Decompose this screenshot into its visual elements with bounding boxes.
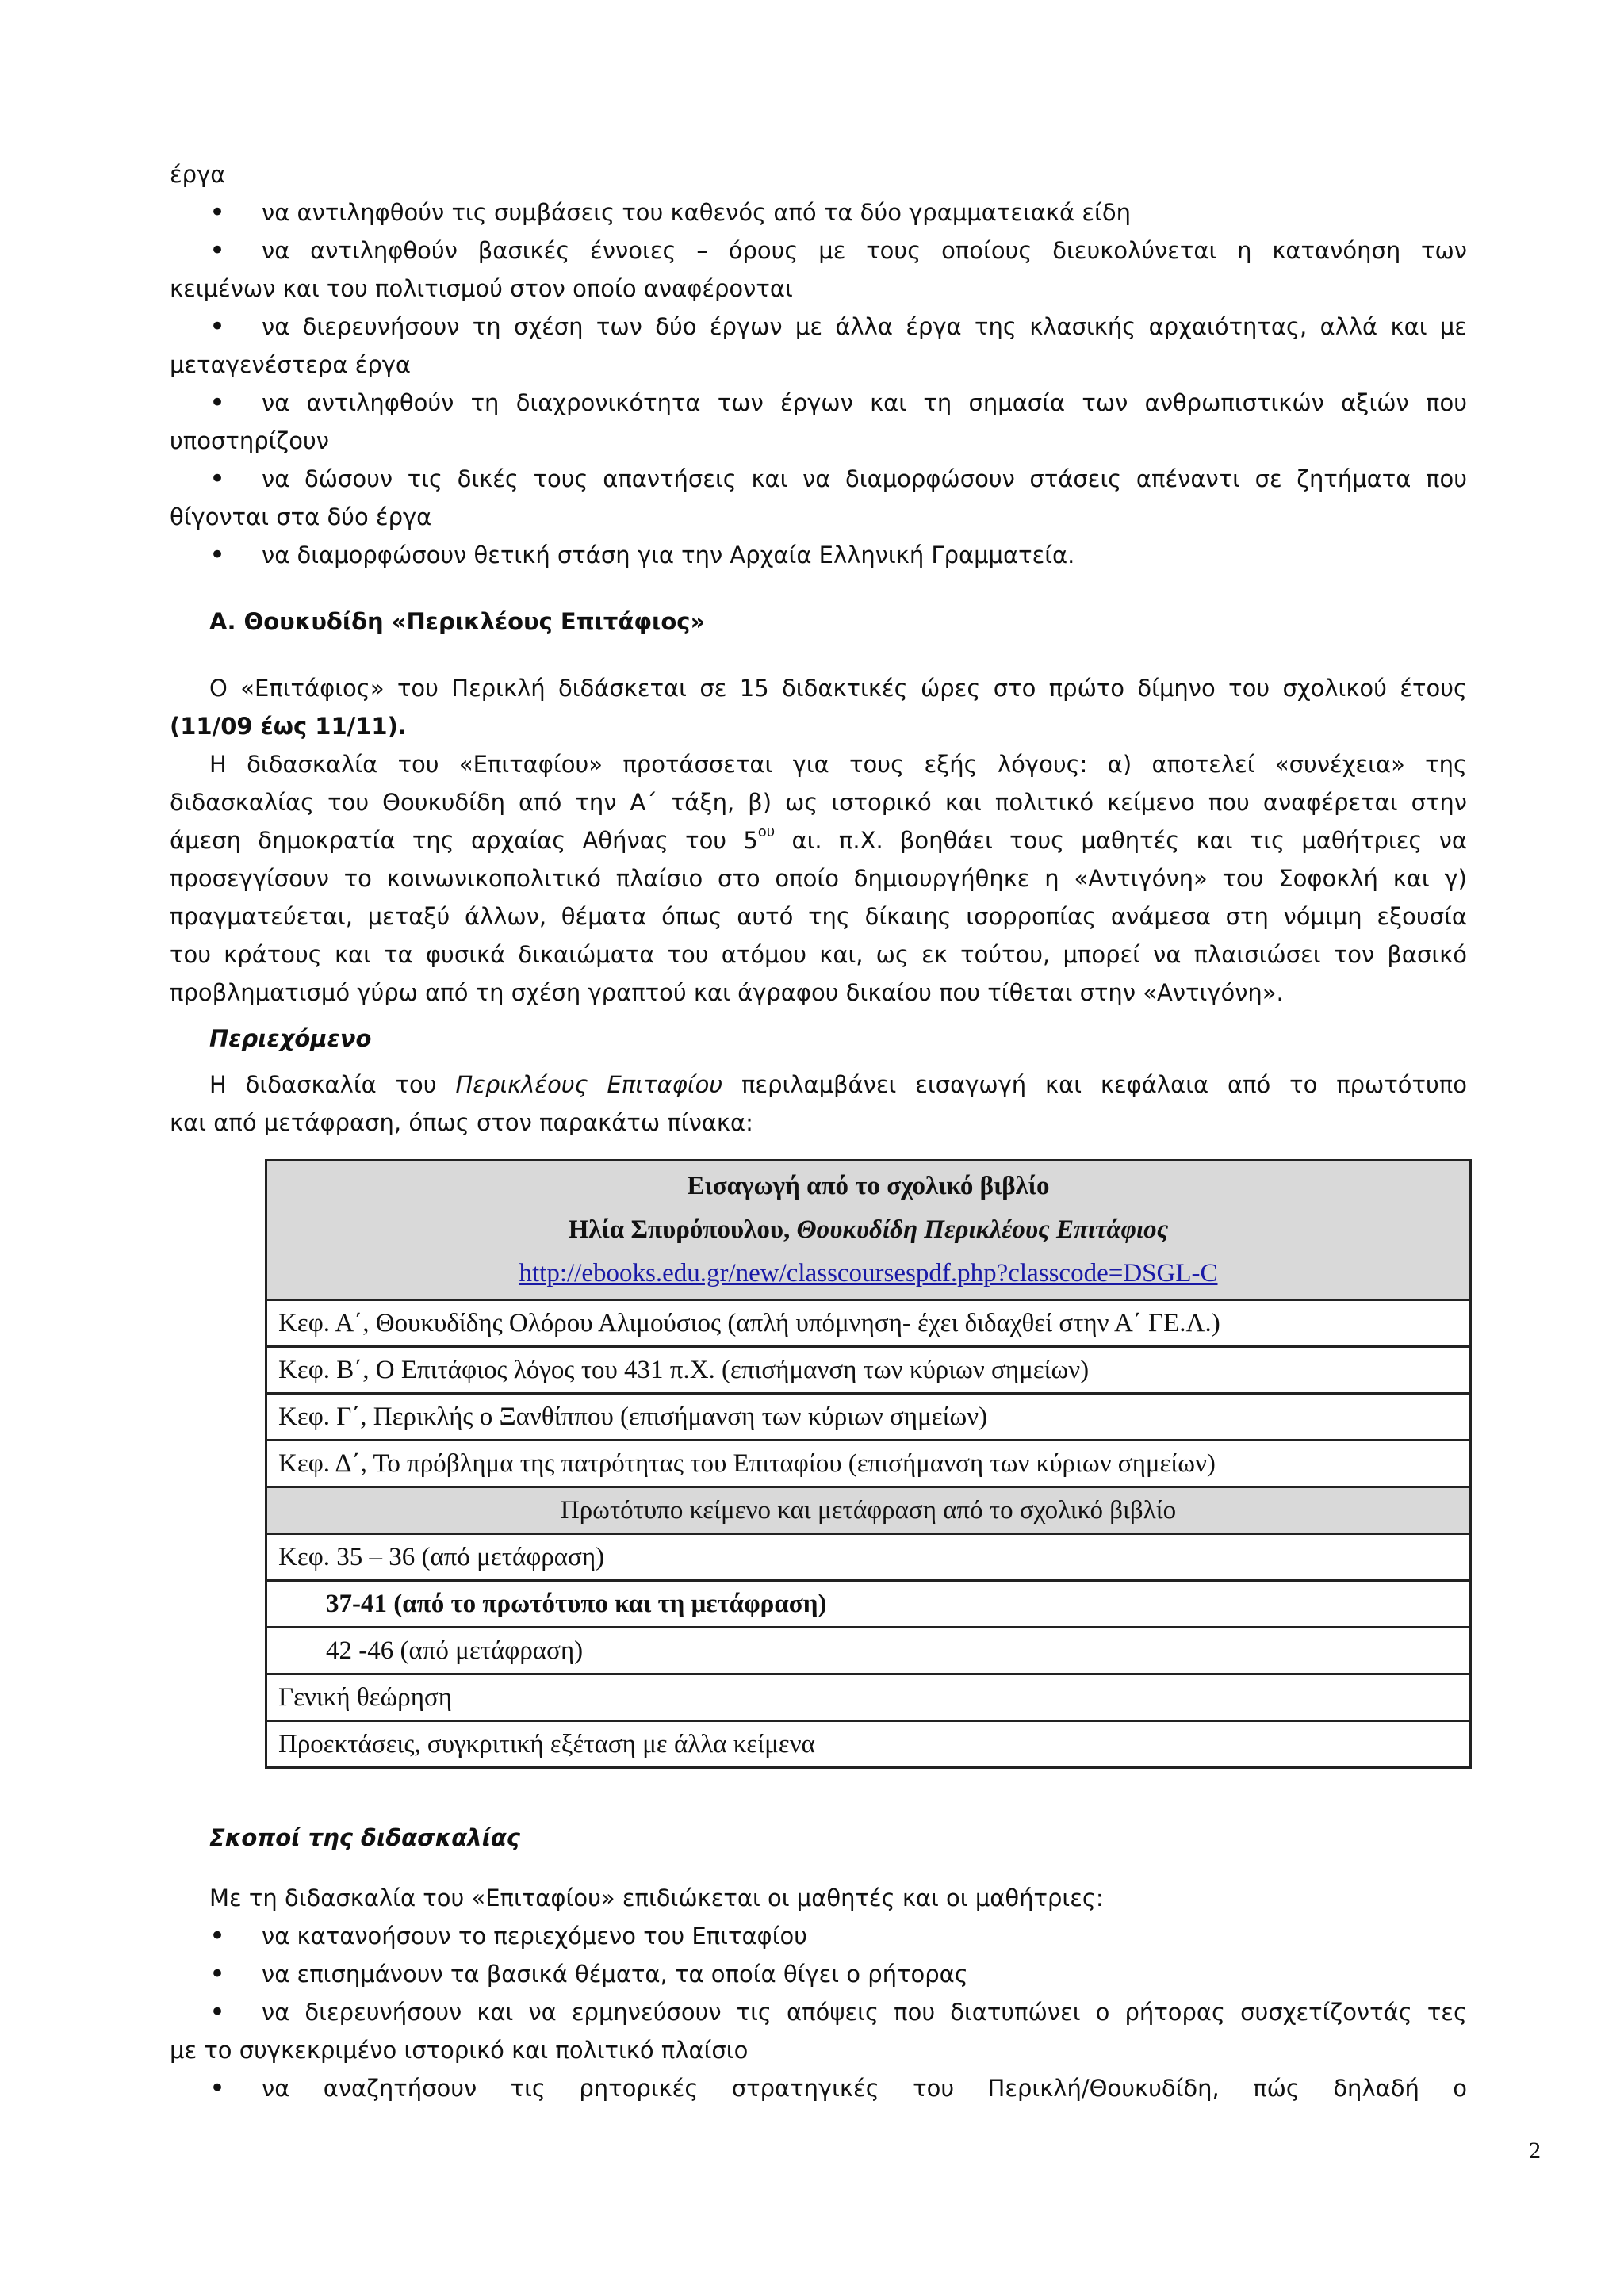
list-item: • να αντιληφθούν τη διαχρονικότητα των έργων και τη σημασία των ανθρωπιστικών αξιών που: [170, 384, 1467, 422]
list-item: • να κατανοήσουν το περιεχόμενο του Επιταφίου: [170, 1917, 1467, 1955]
list-item: • να διαμορφώσουν θετική στάση για την Αρχαία Ελληνική Γραμματεία.: [170, 536, 1467, 574]
table-row: [266, 1441, 1471, 1487]
paragraph-fragment: Η διδασκαλία του: [209, 1071, 456, 1098]
goals-heading: Σκοποί της διδασκαλίας: [209, 1824, 520, 1851]
list-item: • να διερευνήσουν τη σχέση των δύο έργων με άλλα έργα της κλασικής αρχαιότητας, αλλά και με: [170, 308, 1467, 346]
goals-intro: Με τη διδασκαλία του «Επιταφίου» επιδιώκεται οι μαθητές και οι μαθήτριες:: [209, 1885, 1104, 1911]
list-item: • να αναζητήσουν τις ρητορικές στρατηγικές του Περικλή/Θουκυδίδη, πώς δηλαδή ο: [170, 2069, 1467, 2107]
table-row: [266, 1347, 1471, 1394]
book-link[interactable]: http://ebooks.edu.gr/new/classcoursespdf.php?classcode=DSGL-C: [519, 1259, 1218, 1288]
paragraph-line: πραγματεύεται, μεταξύ άλλων, θέματα όπως αυτό της δίκαιης ισορροπίας ανάμεσα στη νόμιμη εξουσία: [170, 903, 1467, 930]
list-item: • να αντιληφθούν βασικές έννοιες – όρους με τους οποίους διευκολύνεται η κατανόηση των: [170, 232, 1467, 270]
paragraph-dates: (11/09 έως 11/11).: [170, 713, 407, 740]
list-item-continuation: θίγονται στα δύο έργα: [170, 503, 432, 530]
list-item-continuation: κειμένων και του πολιτισμού στον οποίο αναφέρονται: [170, 275, 793, 302]
table-row: [266, 1487, 1471, 1534]
table-row: [266, 1628, 1471, 1674]
list-item-continuation: υποστηρίζουν: [170, 427, 329, 454]
work-title: Περικλέους Επιταφίου: [455, 1071, 723, 1098]
paragraph-line: του κράτους και τα φυσικά δικαιώματα του ατόμου και, ως εκ τούτου, μπορεί να πλαισιώσει τον βασικό: [170, 941, 1467, 968]
paragraph-fragment: αι. π.Χ. βοηθάει τους μαθητές και τις μαθήτριες να: [791, 827, 1467, 854]
book-title: Θουκυδίδη Περικλέους Επιτάφιος: [796, 1215, 1169, 1244]
table-row: [266, 1721, 1471, 1768]
table-cell: Κεφ. Α΄, Θουκυδίδης Ολόρου Αλιμούσιος (απλή υπόμνηση- έχει διδαχθεί στην Α΄ ΓΕ.Λ.): [266, 1300, 1471, 1347]
intro-header-book: [278, 1208, 1458, 1252]
paragraph-line: [170, 1066, 1467, 1104]
table-cell: Γενική θεώρηση: [266, 1674, 1471, 1721]
paragraph-line: και από μετάφραση, όπως στον παρακάτω πίνακα:: [170, 1109, 753, 1136]
table-cell: Προεκτάσεις, συγκριτική εξέταση με άλλα κείμενα: [266, 1721, 1471, 1768]
page-number: 2: [1529, 2137, 1541, 2164]
original-text-header-cell: Πρωτότυπο κείμενο και μετάφραση από το σχολικό βιβλίο: [266, 1487, 1471, 1534]
paragraph-fragment: άμεση δημοκρατία της αρχαίας Αθήνας του 5: [170, 827, 758, 854]
table-row: [266, 1161, 1471, 1300]
table-cell: Κεφ. Γ΄, Περικλής ο Ξανθίππου (επισήμανση των κύριων σημείων): [266, 1394, 1471, 1441]
book-author: Ηλία Σπυρόπουλου,: [568, 1215, 797, 1244]
table-cell: 42 -46 (από μετάφραση): [266, 1628, 1471, 1674]
list-item-continuation: μεταγενέστερα έργα: [170, 351, 412, 378]
intro-header-title: Εισαγωγή από το σχολικό βιβλίο: [687, 1172, 1050, 1200]
page-content: [170, 155, 1467, 1142]
table-row: [266, 1394, 1471, 1441]
intro-header-cell: [266, 1161, 1471, 1300]
paragraph-fragment: περιλαμβάνει εισαγωγή και κεφάλαια από το πρωτότυπο: [722, 1071, 1467, 1098]
table-cell: Κεφ. Δ΄, Το πρόβλημα της πατρότητας του Επιταφίου (επισήμανση των κύριων σημείων): [266, 1441, 1471, 1487]
paragraph-line: προβληματισμό γύρω από τη σχέση γραπτού και άγραφου δικαίου που τίθεται στην «Αντιγόνη».: [170, 979, 1284, 1006]
table-cell: Κεφ. 35 – 36 (από μετάφραση): [266, 1534, 1471, 1581]
objectives-list: [170, 193, 1467, 574]
table-cell: 37-41 (από το πρωτότυπο και τη μετάφραση): [266, 1581, 1471, 1628]
section-heading: Α. Θουκυδίδη «Περικλέους Επιτάφιος»: [209, 608, 706, 635]
continuation-text: έργα: [170, 161, 226, 188]
syllabus-table: [265, 1159, 1472, 1769]
table-row: [266, 1674, 1471, 1721]
goals-section: [170, 1819, 1467, 2107]
paragraph-line: Ο «Επιτάφιος» του Περικλή διδάσκεται σε 15 διδακτικές ώρες στο πρώτο δίμηνο του σχολικού έτους: [209, 675, 1467, 702]
paragraph-line: [170, 821, 1467, 859]
table-cell: Κεφ. Β΄, Ο Επιτάφιος λόγος του 431 π.Χ. (επισήμανση των κύριων σημείων): [266, 1347, 1471, 1394]
table-row: [266, 1581, 1471, 1628]
paragraph-line: Η διδασκαλία του «Επιταφίου» προτάσσεται για τους εξής λόγους: α) αποτελεί «συνέχεια» της: [209, 751, 1467, 778]
list-item: • να δώσουν τις δικές τους απαντήσεις και να διαμορφώσουν στάσεις απέναντι σε ζητήματα που: [170, 460, 1467, 498]
list-item: • να επισημάνουν τα βασικά θέματα, τα οποία θίγει ο ρήτορας: [170, 1955, 1467, 1993]
list-item: • να διερευνήσουν και να ερμηνεύσουν τις απόψεις που διατυπώνει ο ρήτορας συσχετίζοντάς τες: [170, 1993, 1467, 2031]
table-row: [266, 1534, 1471, 1581]
list-item: • να αντιληφθούν τις συμβάσεις του καθενός από τα δύο γραμματειακά είδη: [170, 193, 1467, 232]
superscript: ου: [757, 824, 776, 841]
paragraph-line: προσεγγίσουν το κοινωνικοπολιτικό πλαίσιο στο οποίο δημιουργήθηκε η «Αντιγόνη» του Σοφοκλή και γ): [170, 865, 1467, 892]
table-row: [266, 1300, 1471, 1347]
paragraph-line: διδασκαλίας του Θουκυδίδη από την Α΄ τάξη, β) ως ιστορικό και πολιτικό κείμενο που αναφέρεται στην: [170, 789, 1467, 816]
list-item-continuation: με το συγκεκριμένο ιστορικό και πολιτικό πλαίσιο: [170, 2037, 749, 2064]
content-heading: Περιεχόμενο: [209, 1025, 372, 1052]
